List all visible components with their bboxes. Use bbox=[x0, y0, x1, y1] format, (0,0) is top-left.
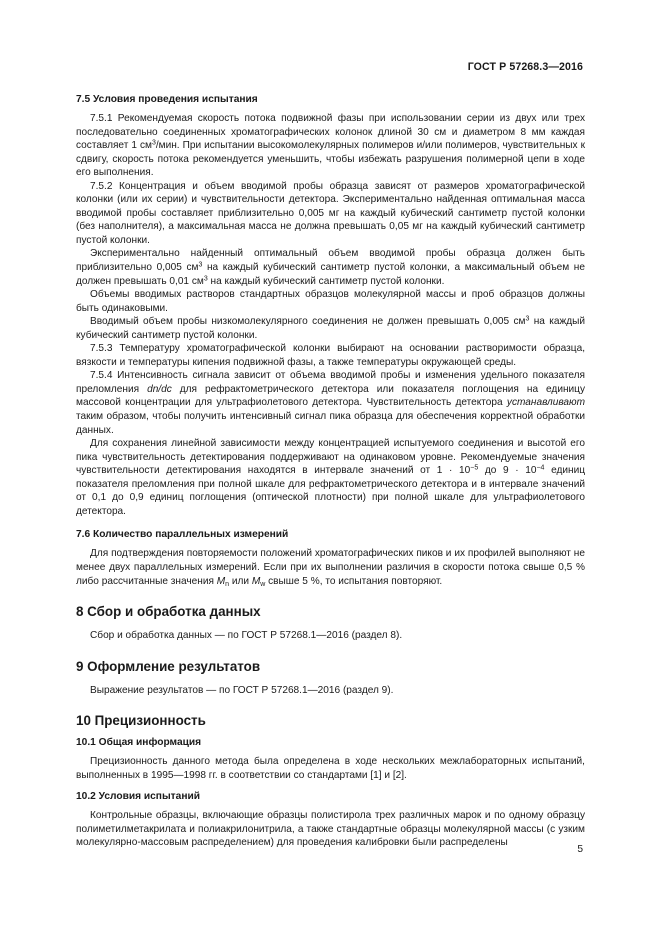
paragraph-8: Сбор и обработка данных — по ГОСТ Р 57268.1—2016 (раздел 8). bbox=[90, 630, 403, 642]
section-10-2-heading: 10.2 Условия испытаний bbox=[76, 791, 200, 803]
paragraph-linearity: Для сохранения линейной зависимости между концентрацией испытуемого соединения и высотой его пика чувствительность детектирования поддерживают на одинаковом уровне. Рекомендуемые значения чувствительности детектирования находятся в интервале значений от $1 \cdot 10^{-5}$ до $9 \cdot 10^{-4}$ единиц показателя преломления при полной шкале для рефрактометрического детектора и в интервале значений от 0,1 до 0,9 единиц поглощения (оптической плотности) при полной шкале для ультрафиолетового детектора. bbox=[76, 438, 585, 517]
section-9-heading: 9 Оформление результатов bbox=[76, 658, 261, 674]
paragraph-10-1: Прецизионность данного метода была определена в ходе нескольких межлабораторных испытаний, выполненных в 1995—1998 гг. в соответствии со стандартами [1] и [2]. bbox=[76, 756, 585, 781]
section-10-heading: 10 Прецизионность bbox=[76, 713, 206, 729]
paragraph-9: Выражение результатов — по ГОСТ Р 57268.1—2016 (раздел 9). bbox=[90, 684, 394, 696]
page-content bbox=[76, 93, 585, 850]
paragraph-7-5-1: 7.5.1 Рекомендуемая скорость потока подвижной фазы при использовании серии из двух или трех последовательно соединенных хроматографических колонок длиной 30 см и диаметром 8 мм каждая составляет 1 $см^3$/мин. При испытании высокомолекулярных полимеров и/или полимеров, чувствительных к сдвигу, скорость потока рекомендуется уменьшить, чтобы избежать разрушения полимерной цепи в ходе его выполнения. bbox=[76, 113, 585, 179]
paragraph-7-5-4: 7.5.4 Интенсивность сигнала зависит от объема вводимой пробы и изменения удельного показателя преломления dn/dc для рефрактометрического детектора или показателя поглощения на единицу массовой концентрации для ультрафиолетового детектора. Чувствительность детектора устанавливают таким образом, чтобы получить интенсивный сигнал пика образца для обеспечения корректной обработки данных. bbox=[76, 370, 585, 436]
paragraph-7-5-3: 7.5.3 Температуру хроматографической колонки выбирают на основании растворимости образца, вязкости и температуры кипения подвижной фазы, а также температуры окружающей среды. bbox=[76, 343, 585, 368]
standard-designation: ГОСТ Р 57268.3—2016 bbox=[467, 61, 583, 73]
paragraph-low-molecular: Вводимый объем пробы низкомолекулярного соединения не должен превышать 0,005 $см^3$ на каждый кубический сантиметр пустой колонки. bbox=[76, 315, 585, 341]
paragraph-10-2: Контрольные образцы, включающие образцы полистирола трех различных марок и по одному образцу полиметилметакрилата и полиакрилонитрила, а также стандартные образцы молекулярной массы (с узким молекулярно-массовым распределением) для проведения калибровки были распределены bbox=[76, 810, 585, 849]
paragraph-injection-volume: Экспериментально найденный оптимальный объем вводимой пробы образца должен быть приблизительно 0,005 $см^3$ на каждый кубический сантиметр пустой колонки, а максимальный объем не должен превышать 0,01 $см^3$ на каждый кубический сантиметр пустой колонки. bbox=[76, 248, 585, 287]
page-number: 5 bbox=[577, 844, 583, 855]
section-7-6-heading: 7.6 Количество параллельных измерений bbox=[76, 529, 289, 541]
paragraph-7-5-2: 7.5.2 Концентрация и объем вводимой пробы образца зависят от размеров хроматографической колонки (или их серии) и чувствительности детектора. Экспериментально найденная оптимальная масса вводимой пробы составляет приблизительно 0,005 мг на каждый кубический сантиметр пустой колонки (без наполнителя), а максимальная масса не должна превышать 0,05 мг на каждый кубический сантиметр пустой колонки. bbox=[76, 180, 585, 246]
section-7-5-heading: 7.5 Условия проведения испытания bbox=[76, 94, 258, 105]
paragraph-7-6: Для подтверждения повторяемости положений хроматографических пиков и их профилей выполняют не менее двух параллельных измерений. Если при их выполнении различия в скорости потока свыше 0,5 % либо рассчитанные значения $M_n$ или $M_w$ свыше 5 %, то испытания повторяют. bbox=[76, 548, 585, 588]
section-10-1-heading: 10.1 Общая информация bbox=[76, 737, 202, 749]
section-8-heading: 8 Сбор и обработка данных bbox=[76, 604, 261, 620]
paragraph-equal-volumes: Объемы вводимых растворов стандартных образцов молекулярной массы и проб образцов должны быть одинаковыми. bbox=[76, 289, 585, 314]
